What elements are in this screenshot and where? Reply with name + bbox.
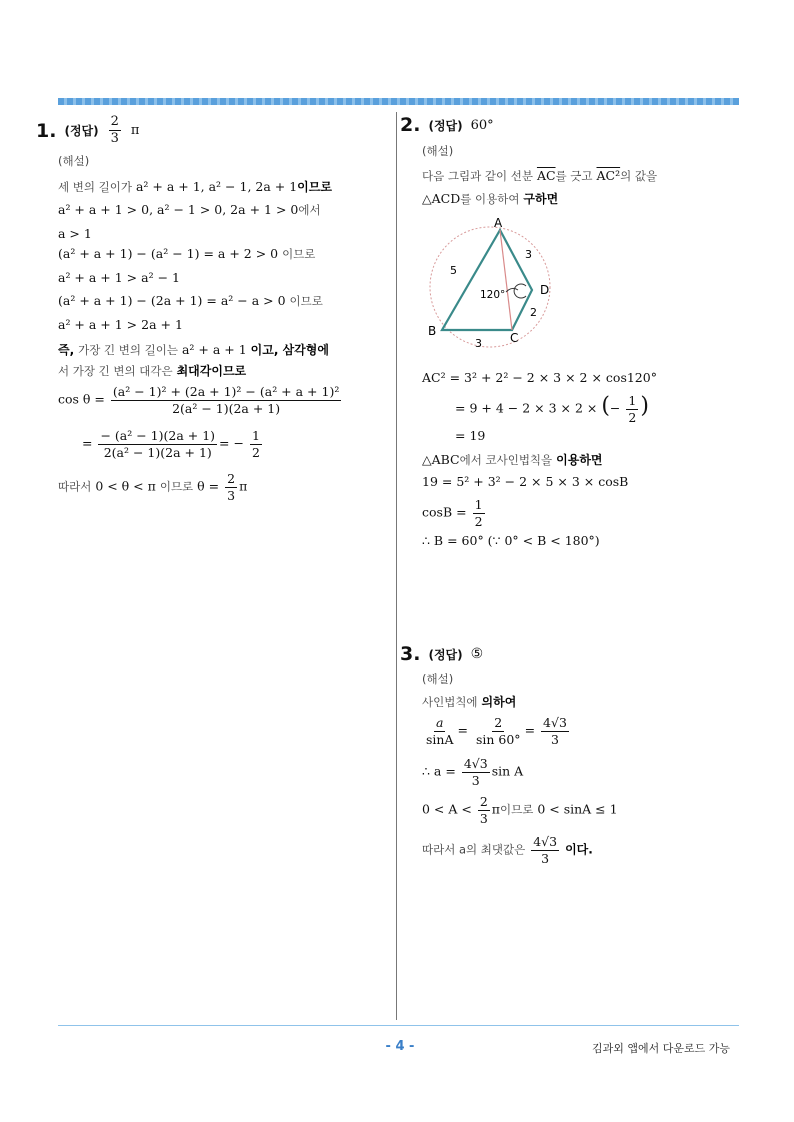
side-ad: 3 <box>525 248 532 261</box>
problem-number: 3. <box>400 643 421 665</box>
quadrilateral <box>442 230 532 330</box>
p2-line-2: △ACD를 이용하여 구하면 <box>422 191 559 206</box>
diagonal-ac <box>500 230 512 330</box>
answer-tag: (정답) <box>428 118 463 133</box>
header-bar <box>58 98 739 105</box>
p1-final: 따라서 0 < θ < π 이므로 θ = $\frac{2}{3}$ π <box>58 471 248 503</box>
answer-tag: (정답) <box>64 124 99 139</box>
quadrilateral-figure <box>422 214 562 358</box>
problem-number: 2. <box>400 114 421 136</box>
page-number: - 4 - <box>385 1039 415 1054</box>
footer-rule <box>58 1025 739 1026</box>
side-dc: 2 <box>530 306 537 319</box>
p1-line-4: (a² + a + 1) − (a² − 1) = a + 2 > 0 이므로 <box>58 246 316 261</box>
p2-calc-6: ∴ B = 60° (∵ 0° < B < 180°) <box>422 533 600 548</box>
angle-label: 120° <box>480 289 506 301</box>
answer-value: 60° <box>470 117 494 133</box>
p1-line-5: a² + a + 1 > a² − 1 <box>58 270 180 285</box>
p2-line-abc: △ABC에서 코사인법칙을 이용하면 <box>422 452 603 467</box>
side-ab: 5 <box>450 264 457 277</box>
p1-cos-equation: cos θ = $\frac{\text{(a² − 1)² + (2a + 1)² − (a² + a + 1)²}}{\text{2(a² − 1)(2a + 1)}}$ <box>58 384 340 416</box>
problem-1 <box>36 114 139 148</box>
p1-line-6: (a² + a + 1) − (2a + 1) = a² − a > 0 이므로 <box>58 293 323 308</box>
problem-2-header <box>400 114 494 136</box>
p2-line-1: 다음 그림과 같이 선분 $\overline{AC}$를 긋고 AC²의 값을 <box>422 168 658 183</box>
answer-value: ⑤ <box>470 646 484 662</box>
column-divider <box>396 112 397 1020</box>
vertex-a: A <box>494 216 503 230</box>
side-bc: 3 <box>475 337 482 350</box>
hint-label: (해설) <box>58 154 90 168</box>
footer-note: 김과외 앱에서 다운로드 가능 <box>591 1042 730 1055</box>
answer-fraction: $\frac{2}{3}$ <box>110 114 119 147</box>
vertex-c: C <box>510 331 519 345</box>
problem-3 <box>400 643 483 665</box>
p1-cos-simplified: = $\frac{\text{− (a² − 1)(2a + 1)}}{\text{2(a² − 1)(2a + 1)}}$ = − $\frac{1}{2}$ <box>82 428 260 460</box>
p2-calc-2: = 9 + 4 − 2 × 3 × 2 × (− $\frac{1}{2}$ ) <box>455 393 649 425</box>
p1-line-8: 즉, 가장 긴 변의 길이는 a² + a + 1 이고, 삼각형에 <box>58 342 329 357</box>
p2-calc-4: 19 = 5² + 3² − 2 × 5 × 3 × cosB <box>422 474 629 489</box>
answer-tag: (정답) <box>428 647 463 662</box>
p2-calc-5: cosB = $\frac{1}{2}$ <box>422 497 483 529</box>
vertex-d: D <box>540 283 550 297</box>
p3-line-1: 사인법칙에 의하여 <box>422 695 517 709</box>
p3-sine-law: $\frac{a}{\sin A}$ = $\frac{2}{\sin 60^\circ}$ = $\frac{4√3}{3}$ <box>426 715 567 747</box>
vertex-b: B <box>428 324 437 338</box>
p2-calc-3: = 19 <box>455 428 486 443</box>
p3-line-3: ∴ a = $\frac{4√3}{3}$ sin A <box>422 756 524 788</box>
problem-1-header: 1. (정답) $\frac{2}{3}$ π <box>36 114 140 147</box>
p3-line-4: 0 < A < $\frac{2}{3}$ π이므로 0 < sinA ≤ 1 <box>422 794 618 826</box>
p1-line-1: 세 변의 길이가 a² + a + 1, a² − 1, 2a + 1이므로 <box>58 179 332 194</box>
hint-label: (해설) <box>422 672 454 686</box>
p1-line-3: a > 1 <box>58 226 92 241</box>
hint-label: (해설) <box>422 144 454 158</box>
p1-line-9: 서 가장 긴 변의 대각은 최대각이므로 <box>58 364 247 378</box>
problem-3-header <box>400 643 483 665</box>
p2-calc-1: AC² = 3² + 2² − 2 × 3 × 2 × cos120° <box>422 370 657 385</box>
p1-line-7: a² + a + 1 > 2a + 1 <box>58 317 183 332</box>
problem-number: 1. <box>36 119 57 142</box>
p3-line-5: 따라서 a의 최댓값은 $\frac{4√3}{3}$ 이다. <box>422 834 593 866</box>
problem-2 <box>400 114 494 136</box>
angle-arc <box>514 284 526 298</box>
p1-line-2: a² + a + 1 > 0, a² − 1 > 0, 2a + 1 > 0에서 <box>58 202 321 217</box>
